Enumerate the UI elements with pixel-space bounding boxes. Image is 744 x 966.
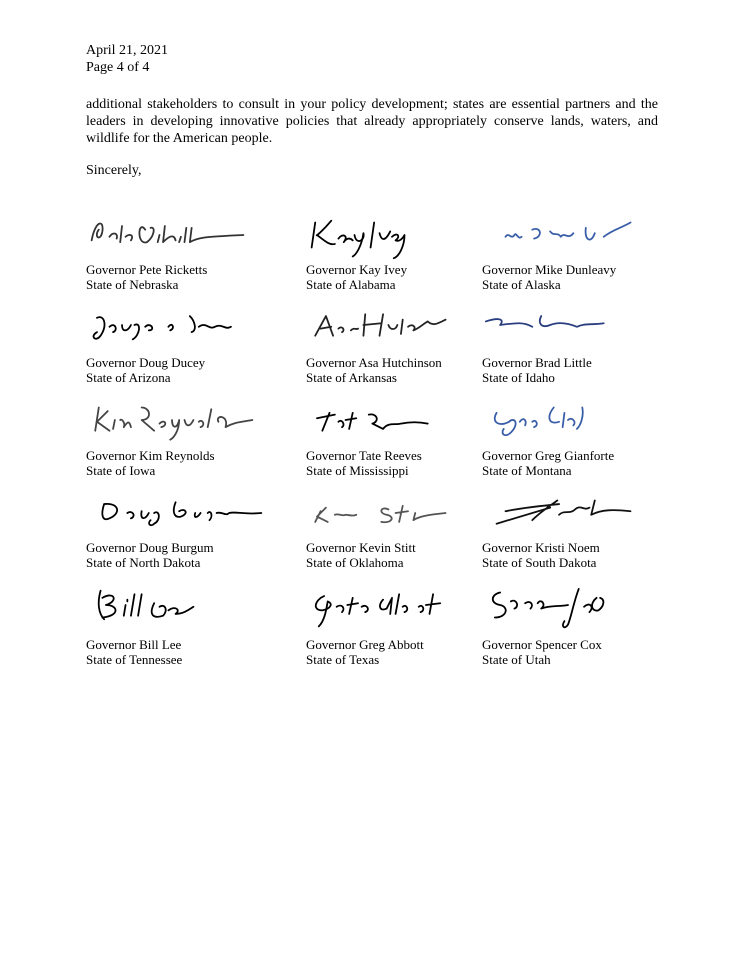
signatory-name: Governor Greg Gianforte xyxy=(482,448,615,463)
signatory-name: Governor Spencer Cox xyxy=(482,637,602,652)
signatory-name: Governor Greg Abbott xyxy=(306,637,424,652)
handwritten-signature xyxy=(292,580,492,630)
letter-date: April 21, 2021 xyxy=(86,43,169,58)
signatory-state: State of Mississippi xyxy=(306,463,409,478)
handwritten-signature xyxy=(468,395,668,445)
signatory-name: Governor Bill Lee xyxy=(86,637,182,652)
signatory-name: Governor Kevin Stitt xyxy=(306,540,416,555)
handwritten-signature xyxy=(468,488,668,538)
body-paragraph: additional stakeholders to consult in your policy development; states are essential partners and the leaders in developing innovative policies that already appropriately conserve lands, waters, and wildlife for the American people. xyxy=(86,97,658,146)
handwritten-signature xyxy=(72,580,272,630)
signatory-state: State of North Dakota xyxy=(86,555,201,570)
handwritten-signature xyxy=(72,300,272,350)
signatory-name: Governor Doug Ducey xyxy=(86,355,206,370)
signatory-state: State of Alabama xyxy=(306,277,396,292)
signatory-state: State of Arkansas xyxy=(306,370,397,385)
handwritten-signature xyxy=(292,210,492,260)
signatory-state: State of Alaska xyxy=(482,277,561,292)
signatory-name: Governor Kay Ivey xyxy=(306,262,408,277)
closing-salutation: Sincerely, xyxy=(86,163,142,178)
signatory-state: State of Montana xyxy=(482,463,572,478)
signatory-state: State of Iowa xyxy=(86,463,156,478)
handwritten-signature xyxy=(468,210,668,260)
handwritten-signature xyxy=(468,580,668,630)
signatory-state: State of Nebraska xyxy=(86,277,179,292)
signatory-state: State of Oklahoma xyxy=(306,555,404,570)
signatory-state: State of Idaho xyxy=(482,370,555,385)
signatory-name: Governor Kim Reynolds xyxy=(86,448,215,463)
handwritten-signature xyxy=(72,488,272,538)
signatory-name: Governor Asa Hutchinson xyxy=(306,355,442,370)
signatory-state: State of Utah xyxy=(482,652,551,667)
handwritten-signature xyxy=(468,300,668,350)
page-number: Page 4 of 4 xyxy=(86,60,150,75)
handwritten-signature xyxy=(292,395,492,445)
handwritten-signature xyxy=(292,300,492,350)
signatory-name: Governor Tate Reeves xyxy=(306,448,422,463)
handwritten-signature xyxy=(72,395,272,445)
signatory-state: State of Tennessee xyxy=(86,652,183,667)
signatory-state: State of Arizona xyxy=(86,370,171,385)
signatory-name: Governor Brad Little xyxy=(482,355,592,370)
signatory-name: Governor Pete Ricketts xyxy=(86,262,208,277)
handwritten-signature xyxy=(292,488,492,538)
signatory-name: Governor Doug Burgum xyxy=(86,540,214,555)
signatory-name: Governor Mike Dunleavy xyxy=(482,262,617,277)
signatory-state: State of Texas xyxy=(306,652,380,667)
signatory-name: Governor Kristi Noem xyxy=(482,540,600,555)
handwritten-signature xyxy=(72,210,272,260)
signatory-state: State of South Dakota xyxy=(482,555,597,570)
